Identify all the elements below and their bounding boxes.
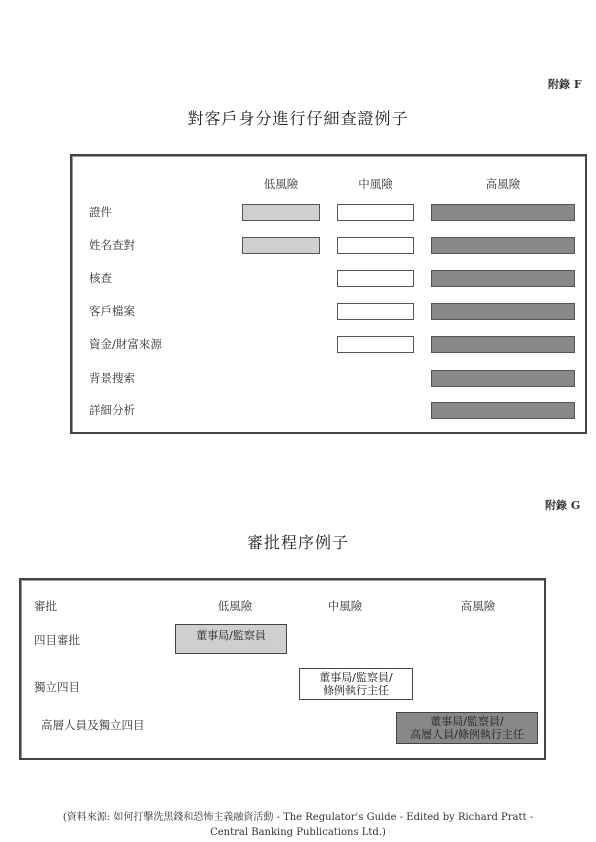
g-header-medium-risk: 中風險 [327, 599, 363, 613]
source-note [0, 810, 596, 840]
f-box-medium-5 [337, 336, 414, 353]
f-box-medium-1 [337, 204, 414, 221]
f-box-high-3 [431, 270, 575, 287]
f-box-low-1 [242, 204, 320, 221]
appendix-f-tag: 附錄 F [548, 78, 582, 91]
g-header-low-risk: 低風險 [217, 599, 253, 613]
g-box-line: 董事局/監察員 [196, 629, 266, 642]
appendix-f-frame [70, 154, 587, 434]
g-row-label-2: 獨立四目 [34, 680, 80, 694]
f-row-label-3: 核查 [89, 271, 112, 285]
f-box-medium-3 [337, 270, 414, 287]
g-row-label-1: 四目審批 [34, 633, 80, 647]
g-box-senior [396, 712, 538, 744]
header-low-risk: 低風險 [263, 177, 299, 191]
g-row-label-3: 高層人員及獨立四目 [41, 718, 145, 732]
f-box-high-1 [431, 204, 575, 221]
f-box-high-4 [431, 303, 575, 320]
g-box-four-eyes [175, 624, 287, 654]
g-header-high-risk: 高風險 [460, 599, 496, 613]
f-box-high-2 [431, 237, 575, 254]
f-box-medium-4 [337, 303, 414, 320]
f-row-label-7: 詳細分析 [89, 403, 135, 417]
f-row-label-6: 背景搜索 [89, 371, 135, 385]
approval-corner-label: 審批 [34, 599, 57, 613]
source-line-1: (資料來源: 如何打擊洗黑錢和恐怖主義融資活動 - The Regulator's Guide - Edited by Richard Pratt - [62, 812, 534, 823]
f-row-label-4: 客戶檔案 [89, 304, 135, 318]
f-row-label-2: 姓名查對 [89, 238, 135, 252]
appendix-g-title: 審批程序例子 [246, 533, 349, 552]
f-box-high-5 [431, 336, 575, 353]
f-row-label-5: 資金/財富來源 [89, 337, 162, 351]
g-box-line: 高層人員/條例執行主任 [410, 728, 524, 741]
f-row-label-1: 證件 [89, 205, 112, 219]
f-box-high-6 [431, 370, 575, 387]
header-medium-risk: 中風險 [358, 177, 393, 191]
f-box-medium-2 [337, 237, 414, 254]
appendix-f-title: 對客戶身分進行仔細查證例子 [187, 109, 409, 128]
f-box-low-2 [242, 237, 320, 254]
appendix-g-tag: 附錄 G [545, 499, 581, 512]
g-box-line: 條例執行主任 [323, 684, 389, 697]
g-box-independent [299, 668, 413, 700]
header-high-risk: 高風險 [485, 177, 521, 191]
f-box-high-7 [431, 402, 575, 419]
source-line-2: Central Banking Publications Ltd.) [210, 827, 386, 838]
g-box-line: 董事局/監察員/ [430, 715, 504, 728]
g-box-line: 董事局/監察員/ [319, 671, 393, 684]
